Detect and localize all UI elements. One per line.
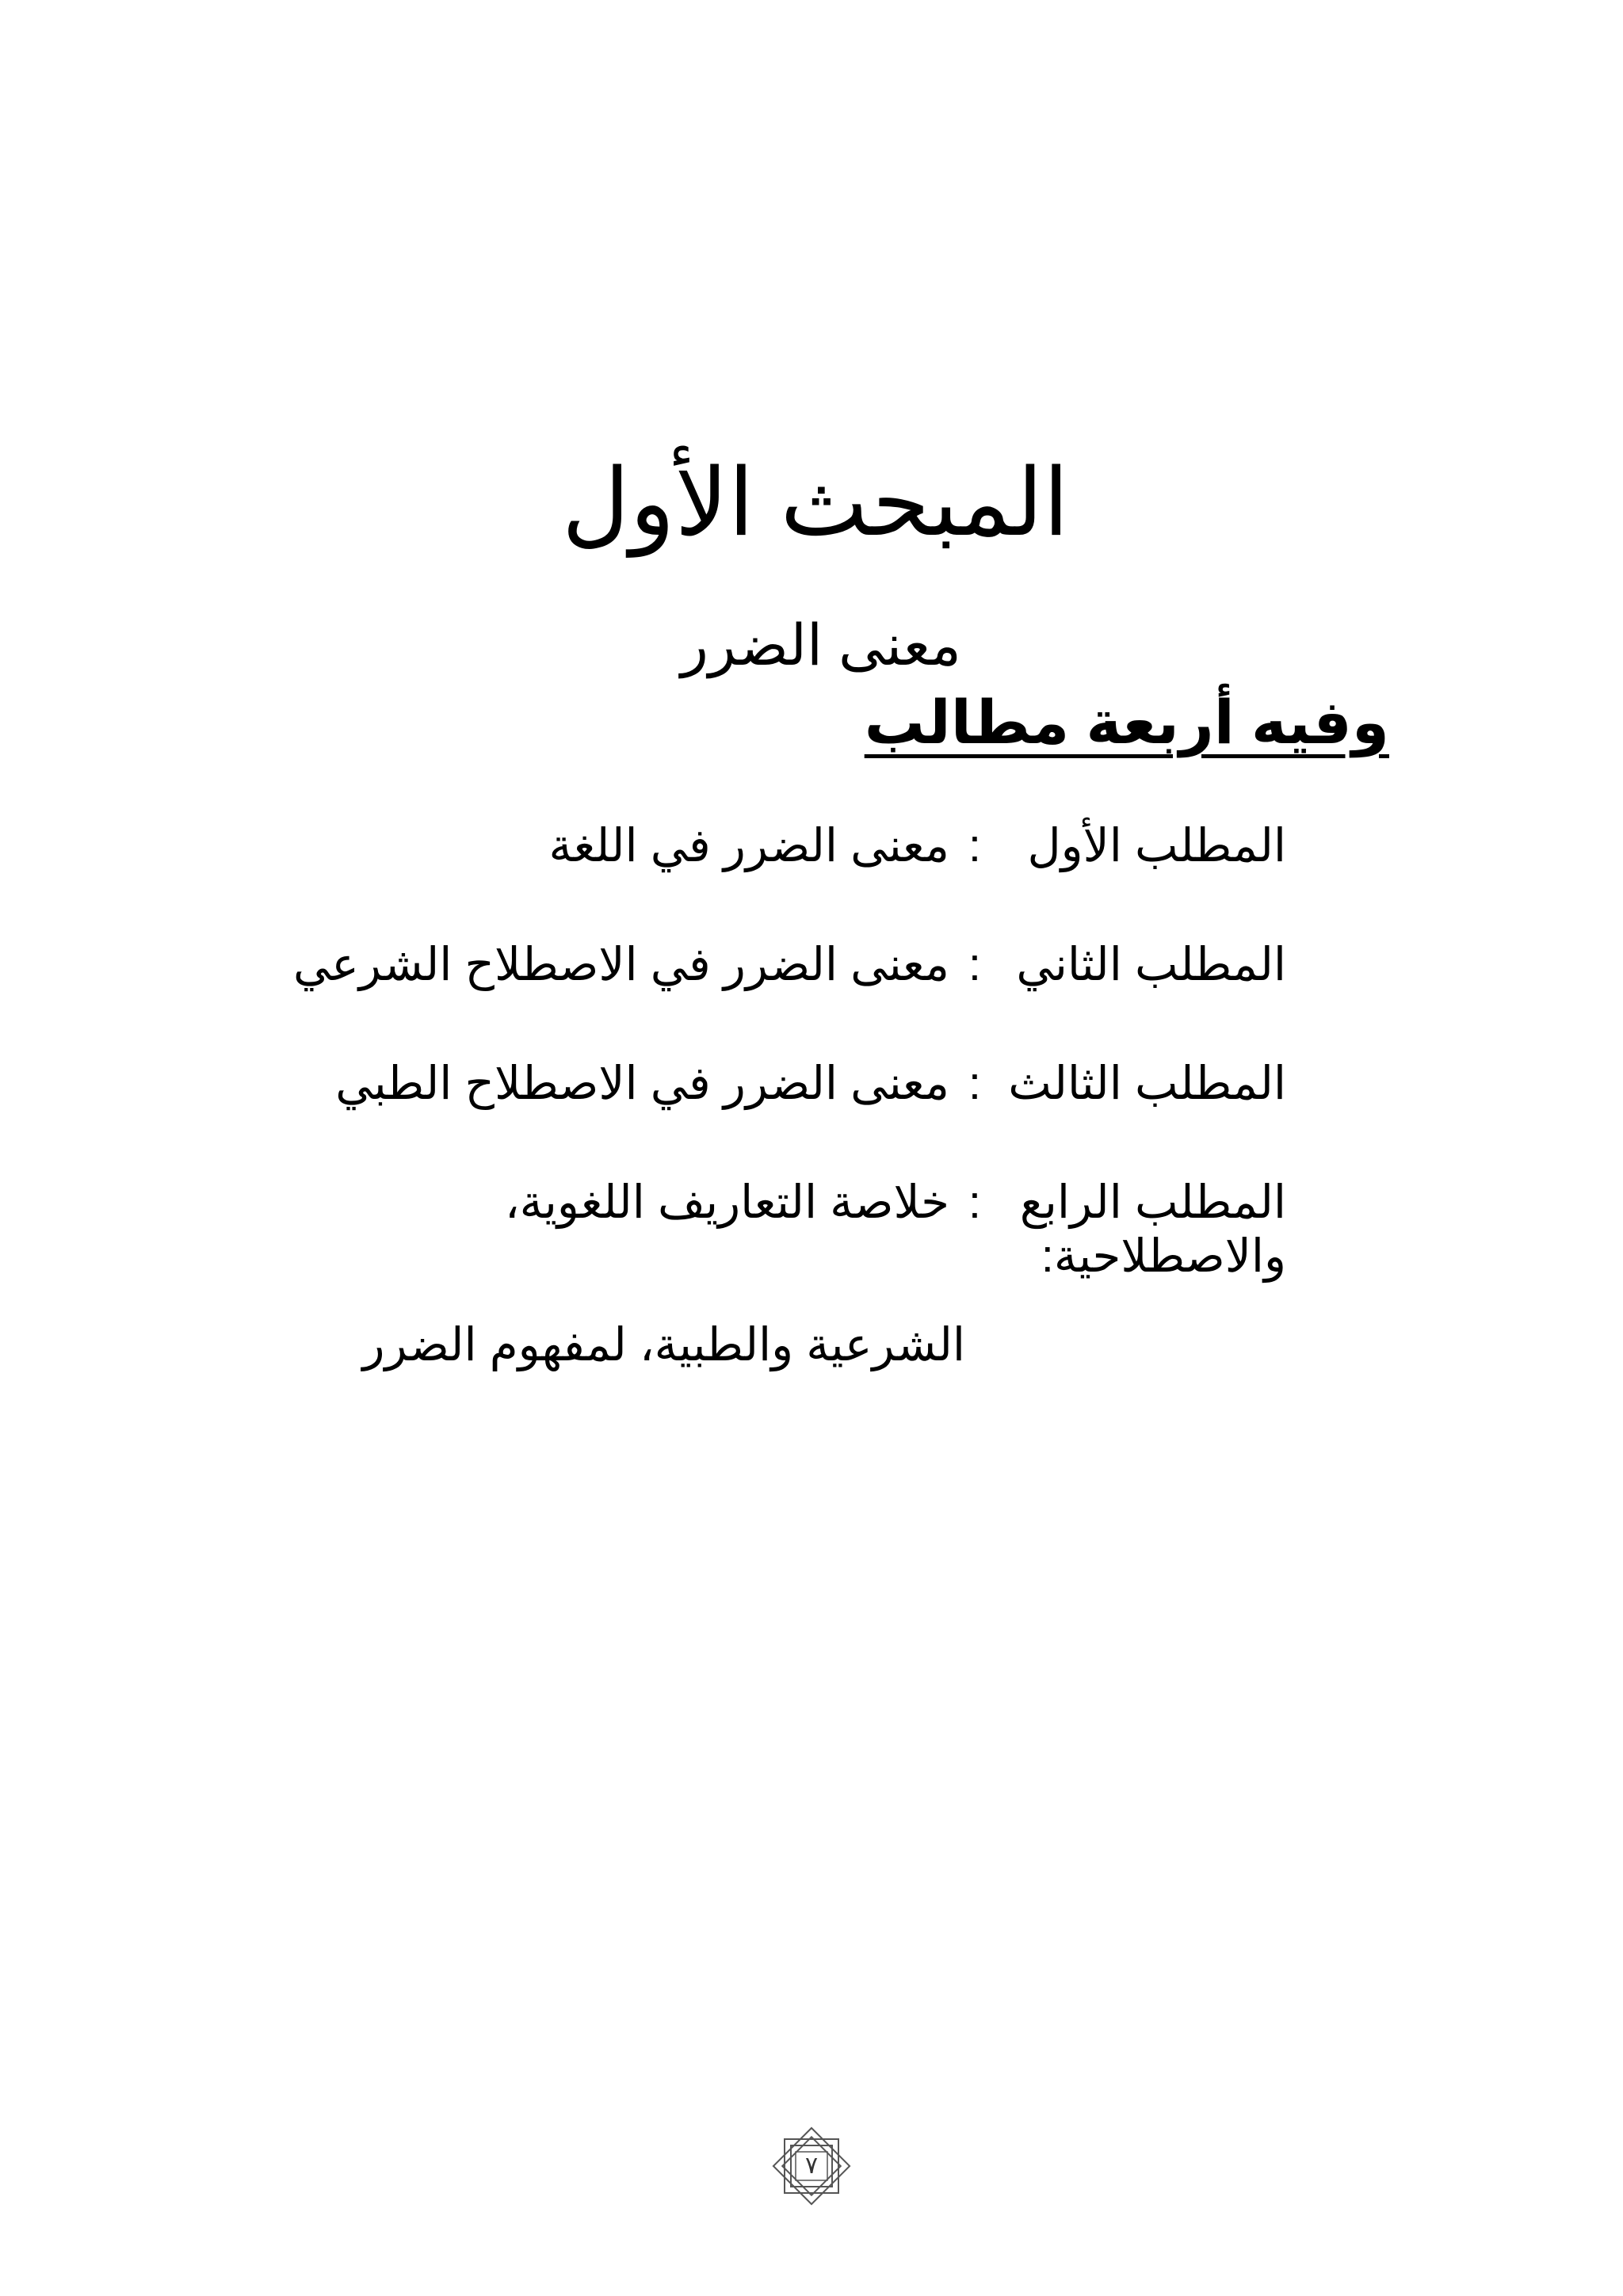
toc-item-separator: :	[968, 1058, 981, 1109]
page-number: ٧	[804, 2153, 819, 2179]
toc-item-separator: :	[968, 820, 981, 871]
toc-item-label: المطلب الثاني	[1016, 939, 1286, 990]
toc-item-2	[293, 935, 1286, 995]
toc-item-text: معنى الضرر في الاصطلاح الطبي	[335, 1058, 949, 1109]
chapter-subtitle: معنى الضرر	[681, 614, 961, 677]
chapter-title: المبحث الأول	[561, 451, 1070, 555]
toc-item-label: المطلب الأول	[1027, 820, 1286, 871]
toc-item-separator: :	[968, 939, 981, 990]
toc-item-1	[549, 816, 1286, 876]
toc-item-4	[505, 1173, 1286, 1233]
toc-item-3	[335, 1054, 1286, 1114]
toc-item-4-continuation-1: والاصطلاحية:	[1041, 1230, 1286, 1282]
toc-item-label: المطلب الرابع	[1019, 1177, 1286, 1228]
toc-item-text: معنى الضرر في الاصطلاح الشرعي	[292, 939, 949, 990]
page-number-badge	[767, 2122, 856, 2210]
toc-item-4-continuation-2: الشرعية والطبية، لمفهوم الضرر	[362, 1319, 965, 1371]
toc-item-text: خلاصة التعاريف اللغوية،	[504, 1177, 949, 1228]
sections-heading: وفيه أربعة مطالب	[864, 689, 1389, 757]
toc-item-label: المطلب الثالث	[1008, 1058, 1286, 1109]
toc-item-separator: :	[968, 1177, 981, 1228]
toc-item-text: معنى الضرر في اللغة	[548, 820, 949, 871]
